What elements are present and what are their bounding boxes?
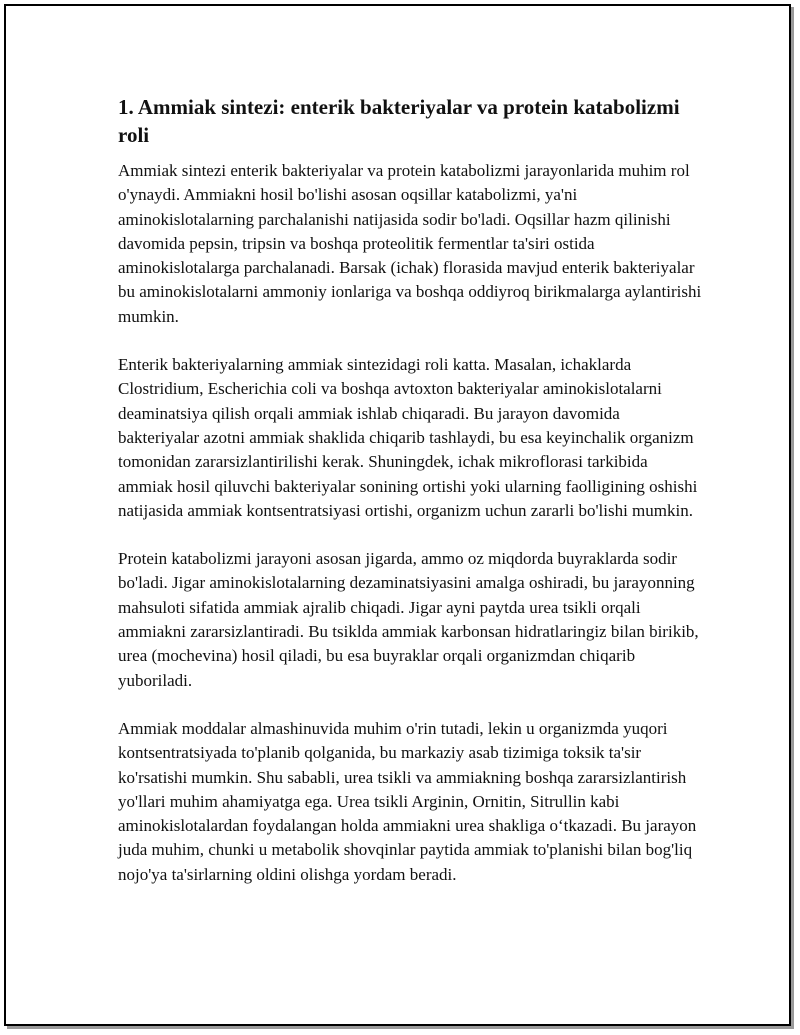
paragraph-1: Ammiak sintezi enterik bakteriyalar va protein katabolizmi jarayonlarida muhim rol o'ynaydi. Ammiakni hosil bo'lishi asosan oqsillar katabolizmi, ya'ni aminokislotalarning parchalanishi natijasida sodir bo'ladi. Oqsillar hazm qilinishi davomida pepsin, tripsin va boshqa proteolitik fermentlar ta'siri ostida aminokislotalarga parchalanadi. Barsak (ichak) florasida mavjud enterik bakteriyalar bu aminokislotalarni ammoniy ionlariga va boshqa oddiyroq birikmalarga aylantirishi mumkin.	[118, 161, 702, 326]
paragraph-3: Protein katabolizmi jarayoni asosan jigarda, ammo oz miqdorda buyraklarda sodir bo'ladi. Jigar aminokislotalarning dezaminatsiyasini amalga oshiradi, bu jarayonning mahsuloti sifatida ammiak ajralib chiqadi. Jigar ayni paytda urea tsikli orqali ammiakni zararsizlantiradi. Bu tsiklda ammiak karbonsan hidratlaringiz bilan birikib, urea (mochevina) hosil qiladi, bu esa buyraklar orqali organizmdan chiqarib yuboriladi.	[118, 549, 699, 690]
section-heading: 1. Ammiak sintezi: enterik bakteriyalar va protein katabolizmi roli	[118, 95, 680, 147]
paragraph-2: Enterik bakteriyalarning ammiak sintezidagi roli katta. Masalan, ichaklarda Clostridium, Escherichia coli va boshqa avtoxton bakteriyalar aminokislotalarni deaminatsiya qilish orqali ammiak ishlab chiqaradi. Bu jarayon davomida bakteriyalar azotni ammiak shaklida chiqarib tashlaydi, bu esa keyinchalik organizm tomonidan zararsizlantirilishi kerak. Shuningdek, ichak mikroflorasi tarkibida ammiak hosil qiluvchi bakteriyalar sonining ortishi yoki ularning faolligining oshishi natijasida ammiak kontsentratsiyasi ortishi, organizm uchun zararli bo'lishi mumkin.	[118, 355, 698, 520]
document-body	[118, 93, 703, 911]
paragraph-4: Ammiak moddalar almashinuvida muhim o'rin tutadi, lekin u organizmda yuqori kontsentratsiyada to'planib qolganida, bu markaziy asab tizimiga toksik ta'sir ko'rsatishi mumkin. Shu sababli, urea tsikli va ammiakning boshqa zararsizlantirish yo'llari muhim ahamiyatga ega. Urea tsikli Arginin, Ornitin, Sitrullin kabi aminokislotalardan foydalangan holda ammiakni urea shakliga o‘tkazadi. Bu jarayon juda muhim, chunki u metabolik shovqinlar paytida ammiak to'planishi bilan bog'liq nojo'ya ta'sirlarning oldini olishga yordam beradi.	[118, 718, 697, 884]
